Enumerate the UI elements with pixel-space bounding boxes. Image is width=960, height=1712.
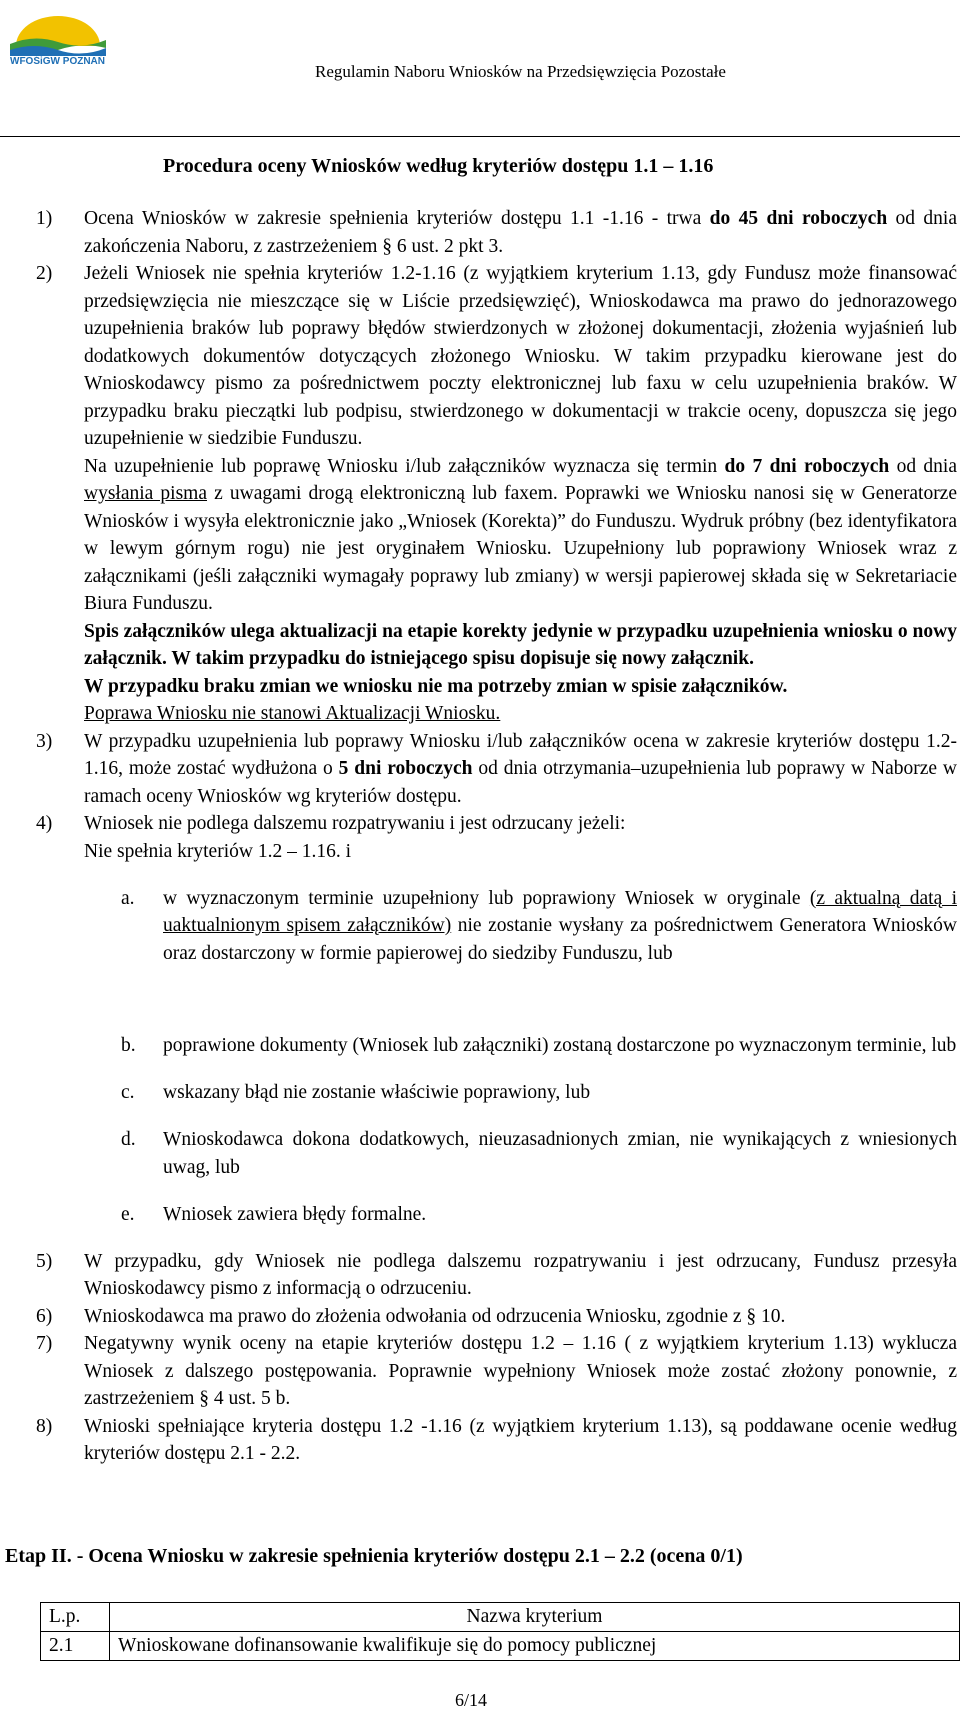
sub-item-letter: d. — [121, 1129, 136, 1150]
header-divider — [0, 136, 960, 137]
emphasis-text: do 7 dni roboczych — [724, 455, 890, 477]
item-number: 3) — [36, 730, 53, 752]
list-item-5 — [0, 1248, 957, 1303]
criteria-table — [40, 1602, 960, 1661]
item-number: 2) — [36, 263, 53, 284]
item-text: W przypadku, gdy Wniosek nie podlega dalszemu rozpatrywaniu i jest odrzucany, Fundusz przesyła Wnioskodawcy pismo z informacją o odrzuceniu. — [84, 1250, 957, 1299]
text-run: W przypadku uzupełnienia lub poprawy Wniosku i/lub załączników ocena w zakresie kryteriów dostępu 1.2- 1.16, może zostać wydłużona o — [84, 730, 957, 779]
sub-item-letter: c. — [121, 1082, 135, 1103]
sub-item-text: Wnioskodawca dokona dodatkowych, nieuzasadnionych zmian, nie wynikających z wniesionych uwag, lub — [163, 1129, 957, 1178]
logo-text: WFOŚiGW POZNAŃ — [10, 56, 105, 67]
item-paragraph: Jeżeli Wniosek nie spełnia kryteriów 1.2-1.16 (z wyjątkiem kryterium 1.13, gdy Fundusz może finansować przedsięwzięcia nie mieszczące się w Liście przedsięwzięć), Wnioskodawca ma prawo do jednorazowego uzupełnienia braków lub poprawy błędów stwierdzonych w złożonej dokumentacji, złożenia wyjaśnień lub dodatkowych dokumentów dotyczących złożonego Wniosku. W takim przypadku kierowane jest do Wnioskodawcy pismo za pośrednictwem poczty elektronicznej lub faxu w celu uzupełnienia braków. W przypadku braku pieczątki lub podpisu, stwierdzonego w dokumentacji w trakcie oceny, dopuszcza się jego uzupełnienie w siedzibie Funduszu. — [84, 263, 957, 449]
list-item-7 — [0, 1330, 957, 1413]
section-title: Procedura oceny Wniosków według kryteriów dostępu 1.1 – 1.16 — [163, 155, 714, 177]
list-item-2 — [0, 260, 957, 728]
item-text: Nie spełnia kryteriów 1.2 – 1.16. i — [84, 840, 351, 862]
table-cell-name: Wnioskowane dofinansowanie kwalifikuje się do pomocy publicznej — [110, 1632, 960, 1661]
list-item-6 — [0, 1303, 957, 1331]
sub-item-text: Wniosek zawiera błędy formalne. — [163, 1203, 427, 1225]
item-text: Wnioski spełniające kryteria dostępu 1.2 -1.16 (z wyjątkiem kryterium 1.13), są poddawane ocenie według kryteriów dostępu 2.1 - 2.2. — [84, 1415, 957, 1464]
text-run: w wyznaczonym terminie uzupełniony lub poprawiony Wniosek w oryginale — [163, 887, 810, 909]
item-text — [84, 728, 957, 811]
sub-item-text: poprawione dokumenty (Wniosek lub załączniki) zostaną dostarczone po wyznaczonym terminie, lub — [163, 1035, 957, 1056]
sub-item-letter: b. — [121, 1035, 136, 1056]
item-paragraph-bold: Spis załączników ulega aktualizacji na etapie korekty jedynie w przypadku uzupełnienia wniosku o nowy załącznik. W takim przypadku do istniejącego spisu dopisuje się nowy załącznik. — [84, 620, 957, 669]
text-run: od dnia — [889, 455, 957, 477]
item-paragraph — [84, 453, 957, 618]
sub-item-e — [0, 1201, 957, 1229]
list-item-3 — [0, 728, 957, 811]
sub-item-letter: e. — [121, 1203, 135, 1225]
sub-item-letter: a. — [121, 887, 135, 909]
table-row — [41, 1632, 960, 1661]
table-cell-lp: 2.1 — [41, 1632, 110, 1661]
list-item-4 — [0, 810, 957, 865]
text-run: od dnia zakończenia Naboru, z zastrzeżeniem § 6 ust. 2 pkt 3. — [84, 208, 957, 257]
item-number: 4) — [36, 813, 53, 834]
item-number: 7) — [36, 1333, 53, 1354]
sub-item-a — [0, 885, 957, 968]
text-run: z uwagami drogą elektroniczną lub faxem. Poprawki we Wniosku nanosi się w Generatorze Wniosków i wysyła elektronicznie jako „Wniosek (Korekta)” do Funduszu. Wydruk próbny (bez identyfikatora w lewym górnym rogu) nie jest oryginałem Wniosku. Uzupełniony lub poprawiony Wniosek wraz z załącznikami (jeśli załączniki wymagały poprawy lub zmiany) w wersji papierowej składa się w Sekretariacie Biura Funduszu. — [84, 483, 957, 614]
item-number: 6) — [36, 1305, 53, 1327]
column-header-lp: L.p. — [41, 1603, 110, 1632]
emphasis-text: 5 dni roboczych — [338, 758, 473, 779]
sub-item-text: wskazany błąd nie zostanie właściwie poprawiony, lub — [163, 1082, 591, 1103]
item-text — [84, 205, 957, 260]
item-text: Wnioskodawca ma prawo do złożenia odwołania od odrzucenia Wniosku, zgodnie z § 10. — [84, 1305, 786, 1327]
wfosigw-logo — [8, 8, 108, 70]
logo-emblem — [8, 8, 108, 56]
stage-title: Etap II. - Ocena Wniosku w zakresie spełnienia kryteriów dostępu 2.1 – 2.2 (ocena 0/1) — [5, 1545, 743, 1567]
sub-item-c — [0, 1079, 957, 1107]
column-header-name: Nazwa kryterium — [110, 1603, 960, 1632]
underlined-text: wysłania pisma — [84, 483, 208, 504]
item-number: 5) — [36, 1250, 53, 1272]
item-number: 8) — [36, 1415, 53, 1437]
list-item-8 — [0, 1413, 957, 1468]
item-paragraph-underlined: Poprawa Wniosku nie stanowi Aktualizacji Wniosku. — [84, 703, 501, 724]
underlined-text: (z aktualną datą i uaktualnionym spisem załączników) — [163, 887, 957, 936]
sub-item-b — [0, 1032, 957, 1060]
item-number: 1) — [36, 208, 53, 229]
item-text: Negatywny wynik oceny na etapie kryteriów dostępu 1.2 – 1.16 ( z wyjątkiem kryterium 1.13) wyklucza Wniosek z dalszego postępowania. Poprawnie wypełniony Wniosek może zostać złożony ponownie, z zastrzeżeniem § 4 ust. 5 b. — [84, 1333, 957, 1409]
emphasis-text: do 45 dni roboczych — [709, 208, 888, 229]
list-item-1 — [0, 205, 957, 260]
text-run: nie zostanie wysłany za pośrednictwem Generatora Wniosków oraz dostarczony w formie papierowej do siedziby Funduszu, lub — [163, 915, 957, 964]
sub-item-text — [163, 885, 957, 968]
table-header-row — [41, 1603, 960, 1632]
page-number: 6/14 — [455, 1690, 488, 1710]
spacer — [0, 987, 960, 1013]
item-text: Wniosek nie podlega dalszemu rozpatrywaniu i jest odrzucany jeżeli: — [84, 813, 626, 834]
text-run: Ocena Wniosków w zakresie spełnienia kryteriów dostępu 1.1 -1.16 - trwa — [84, 208, 710, 229]
procedure-list — [0, 205, 960, 1468]
item-paragraph-bold: W przypadku braku zmian we wniosku nie ma potrzeby zmian w spisie załączników. — [84, 675, 788, 697]
text-run: Na uzupełnienie lub poprawę Wniosku i/lub załączników wyznacza się termin — [84, 455, 725, 477]
text-run: od dnia otrzymania–uzupełnienia lub poprawy w Naborze w ramach oceny Wniosków wg kryteriów dostępu. — [84, 758, 957, 807]
sub-item-d — [0, 1126, 957, 1181]
document-header-title: Regulamin Naboru Wniosków na Przedsięwzięcia Pozostałe — [315, 62, 726, 81]
